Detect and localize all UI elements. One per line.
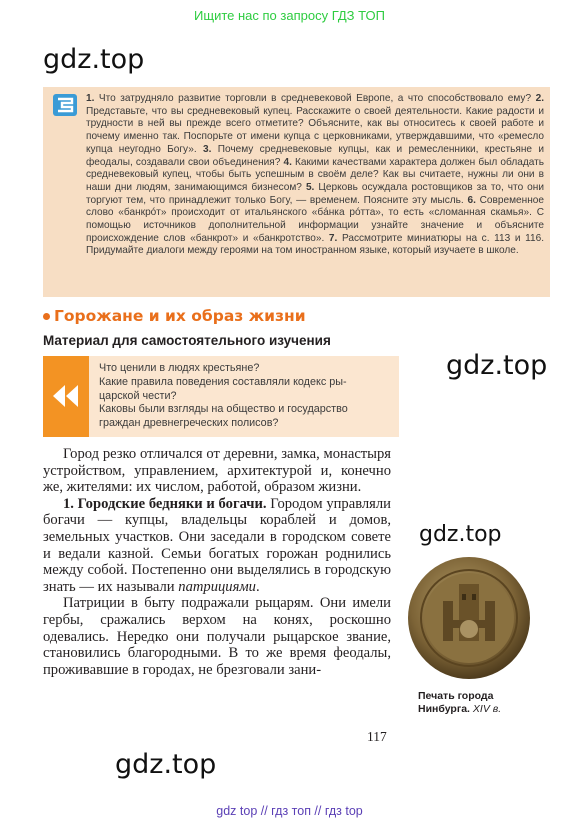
paragraph-2: Патриции в быту подражали рыцарям. Они имели гербы, сражались верхом на конях, роскошно одевались. Нередко они получали рыцарское звание, становились благородными. В то же время феодалы, проживавшие в городах, не брезговали зани- [43, 595, 391, 678]
questions-icon [53, 94, 77, 116]
questions-text: 1. Что затрудняло развитие торговли в средневековой Европе, а что способствовало ему? 2. Представьте, что вы средневековый купец. Расскажите о своей деятельности. Какие радости и трудности в ней вы прежде всего отметите? Объясните, как вы относитесь к своей работе и почему именно так. Поспорьте от имени купца с церковниками, утверждавшими, что «ремесло купца неугодно Богу». 3. Почему средневековые купцы, как и ремесленники, крестьяне и феодалы, создавали свои объединения? 4. Какими качествами характера должен был обладать средневековый купец, чтобы быть успешным в своём деле? Как вы считаете, нужны ли они в наши дни людям, занимающимся бизнесом? 5. Церковь осуждала ростовщиков за то, что они торгуют тем, что принадлежит только Богу, — временем. Поясните эту мысль. 6. Современное слово «банкрóт» происходит от итальянского «бáнка рóтта», то есть «сломанная скамья». С помощью источников дополнительной информации узнайте значение и объясните происхождение слов «банкрот» и «банкротство». 7. Рассмотрите миниатюры на с. 113 и 116. Придумайте диалоги между героями на том иностранном языке, который изучаете в школе. [86, 93, 545, 257]
page-number: 117 [367, 729, 387, 744]
section-title: Горожане и их образ жизни [43, 307, 306, 325]
watermark: gdz.top [419, 522, 502, 547]
bottom-links[interactable]: gdz top // гдз топ // гдз top [216, 804, 363, 818]
subsection-title: Материал для самостоятельного изучения [43, 333, 331, 348]
watermark: gdz.top [446, 350, 548, 381]
review-bar [43, 356, 89, 437]
watermark: gdz.top [115, 749, 217, 780]
heading-1: 1. Городские бедняки и богачи. [63, 495, 267, 512]
watermark: gdz.top [43, 44, 145, 75]
rewind-icon [43, 356, 89, 437]
top-banner-link[interactable]: Ищите нас по запросу ГДЗ ТОП [194, 8, 385, 23]
seal-caption: Печать города Нинбурга. XIV в. [418, 690, 502, 715]
bullet-icon [43, 313, 50, 320]
paragraph-1: 1. Городские бедняки и богачи. Городом управляли богачи — купцы, владельцы кораблей и домов, земельных участков. Они заседали в городском совете и ведали казной. Семьи богатых горожан роднились между собой. Постепенно они выделялись в городскую знать — их называли патрициями. [43, 495, 391, 595]
city-seal-image [407, 556, 531, 680]
main-text [43, 446, 391, 678]
review-questions: Что ценили в людях крестьяне? Какие правила поведения составляли кодекс ры- царской чести? Каковы были взгляды на общество и государство граждан древнегреческих полисов? [99, 362, 348, 430]
intro-paragraph: Город резко отличался от деревни, замка, монастыря устройством, управлением, архитектурой и, конечно же, жителями: их числом, работой, образом жизни. [43, 446, 391, 496]
